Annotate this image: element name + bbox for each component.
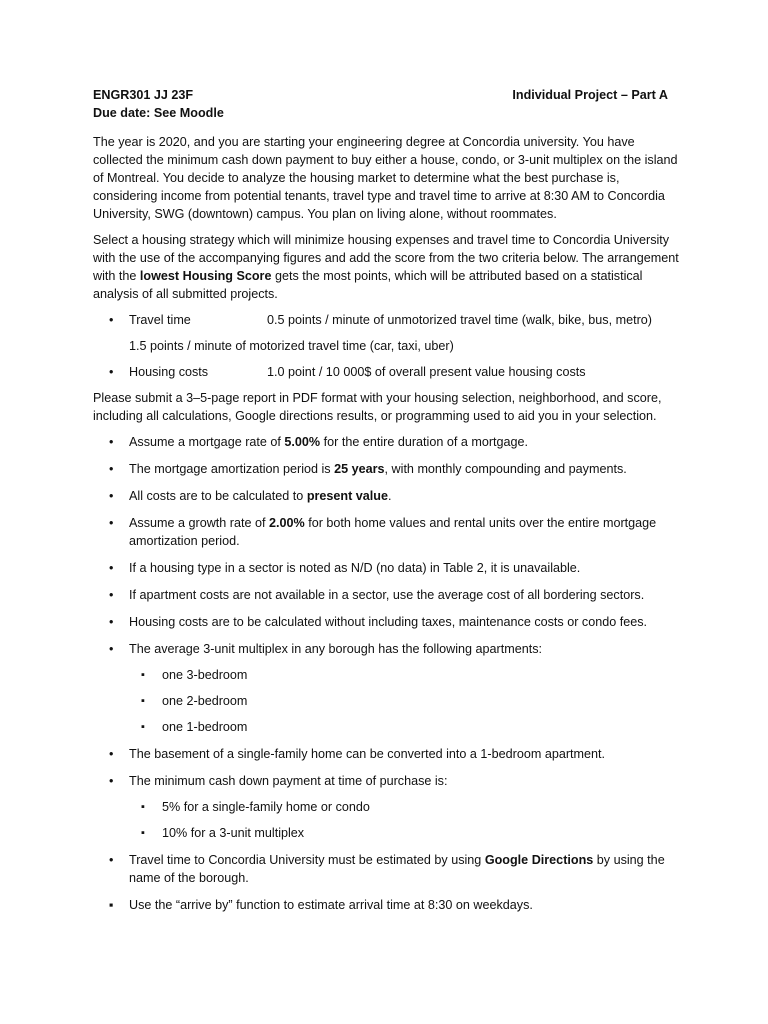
- assumption-text: Assume a growth rate of: [129, 516, 269, 530]
- assumption-text: for the entire duration of a mortgage.: [320, 435, 529, 449]
- criterion-value: 0.5 points / minute of unmotorized travel time (walk, bike, bus, metro): [267, 313, 652, 327]
- criterion-continuation: 1.5 points / minute of motorized travel time (car, taxi, uber): [129, 339, 454, 353]
- assumption-bold: 2.00%: [269, 516, 305, 530]
- assumption-item: • The minimum cash down payment at time of purchase is:: [93, 772, 683, 790]
- project-title: Individual Project – Part A: [512, 88, 668, 102]
- assumption-text: for both home values and rental units over the entire mortgage amortization period.: [129, 516, 657, 548]
- assumption-item: ▪ Use the “arrive by” function to estimate arrival time at 8:30 on weekdays.: [93, 896, 683, 914]
- criterion-label: • Travel time: [129, 313, 191, 327]
- assumption-text: All costs are to be calculated to: [129, 489, 307, 503]
- assumption-text: Travel time to Concordia University must be estimated by using: [129, 853, 485, 867]
- assumption-item: [93, 851, 683, 887]
- assumption-bold: 5.00%: [284, 435, 321, 449]
- document-page: [93, 86, 683, 914]
- assumption-text: , with monthly compounding and payments.: [384, 462, 627, 476]
- assumption-text: The mortgage amortization period is: [129, 462, 335, 476]
- assumption-text: The average 3-unit multiplex in any borough has the following apartments:: [129, 642, 543, 656]
- assumption-item: [93, 433, 683, 451]
- strategy-text-after: gets the most points, which will be attributed based on a statistical analysis of all submitted projects.: [93, 269, 643, 301]
- course-code: ENGR301 JJ 23F: [93, 88, 194, 102]
- criteria-list: [93, 311, 683, 329]
- assumption-item: [93, 514, 683, 550]
- down-payment-item: ▪ 5% for a single-family home or condo: [93, 798, 683, 816]
- strategy-paragraph: [93, 231, 683, 303]
- assumption-item: • The basement of a single-family home can be converted into a 1-bedroom apartment.: [93, 745, 683, 763]
- criteria-list-2: [93, 363, 683, 381]
- down-payment-list: [93, 798, 683, 842]
- assumption-bold: 25 years: [334, 462, 385, 476]
- multiplex-unit: ▪ one 3-bedroom: [93, 666, 683, 684]
- assumptions-list-3: [93, 851, 683, 914]
- assumption-text: Assume a mortgage rate of: [129, 435, 285, 449]
- due-date: Due date: See Moodle: [93, 106, 224, 120]
- assumptions-list-2: [93, 745, 683, 790]
- assumption-text: by using the name of the borough.: [129, 853, 665, 885]
- criterion-label: • Housing costs: [129, 365, 209, 379]
- assumption-item: • If a housing type in a sector is noted as N/D (no data) in Table 2, it is unavailable.: [93, 559, 683, 577]
- assumption-item: [93, 460, 683, 478]
- criterion-travel-time: [93, 311, 683, 329]
- strategy-text-before: Select a housing strategy which will minimize housing expenses and travel time to Concordia University with the use of the accompanying figures and add the score from the two criteria below. The arrangement with the: [93, 233, 679, 283]
- multiplex-unit: ▪ one 1-bedroom: [93, 718, 683, 736]
- down-payment-item: ▪ 10% for a 3-unit multiplex: [93, 824, 683, 842]
- assumption-text: .: [388, 489, 392, 503]
- header-row: [93, 86, 683, 104]
- intro-paragraph: The year is 2020, and you are starting your engineering degree at Concordia university. You have collected the minimum cash down payment to buy either a house, condo, or 3-unit multiplex on the island of Montreal. You decide to analyze the housing market to determine what the best purchase is, considering income from potential tenants, travel type and travel time to arrive at 8:30 AM to Concordia University, SWG (downtown) campus. You plan on living alone, without roommates.: [93, 135, 678, 221]
- strategy-text-bold: lowest Housing Score: [139, 269, 272, 283]
- multiplex-units-list: [93, 666, 683, 736]
- assumption-item: • If apartment costs are not available in a sector, use the average cost of all bordering sectors.: [93, 586, 683, 604]
- multiplex-unit: ▪ one 2-bedroom: [93, 692, 683, 710]
- assumptions-list: [93, 433, 683, 658]
- assumption-item: [93, 487, 683, 505]
- criterion-housing-costs: [93, 363, 683, 381]
- assumption-item: [93, 640, 683, 658]
- assumption-bold: present value: [306, 489, 389, 503]
- criterion-value: 1.0 point / 10 000$ of overall present value housing costs: [267, 365, 586, 379]
- assumption-item: • Housing costs are to be calculated without including taxes, maintenance costs or condo fees.: [93, 613, 683, 631]
- assumption-bold: Google Directions: [484, 853, 594, 867]
- submit-paragraph: Please submit a 3–5-page report in PDF format with your housing selection, neighborhood, and score, including all calculations, Google directions results, or programming used to aid you in your selection.: [93, 391, 662, 423]
